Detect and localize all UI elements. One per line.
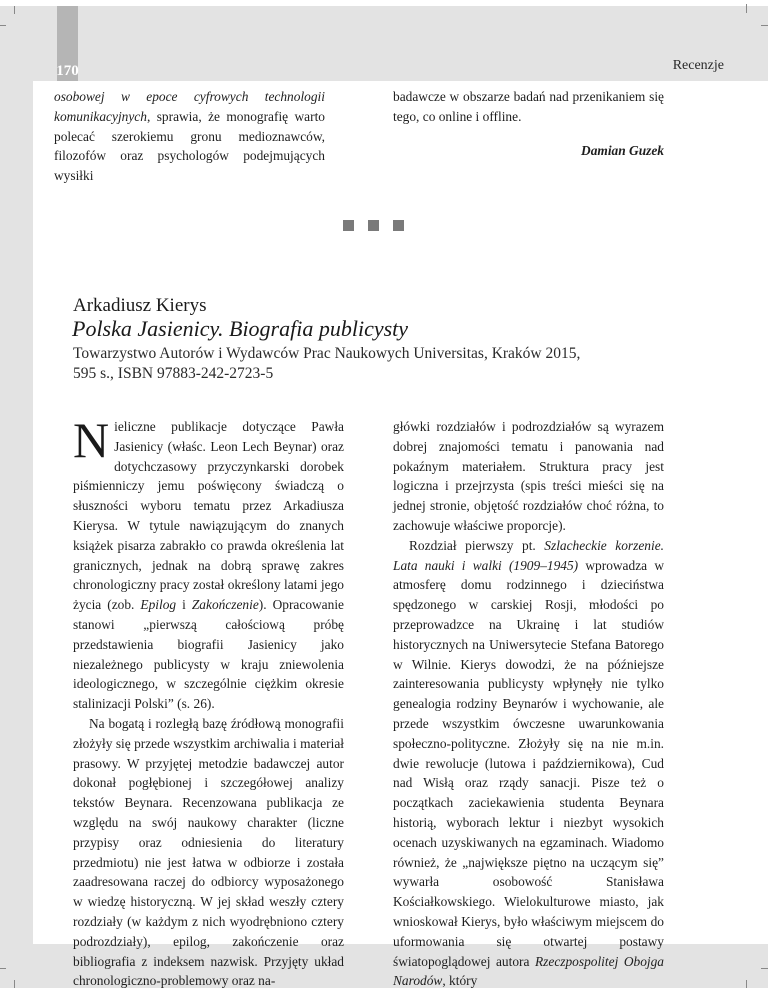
review-left-column xyxy=(73,412,344,991)
book-publication-info xyxy=(73,344,733,384)
review-paragraph-1: Nieliczne publikacje dotyczące Pawła Jasienicy (właśc. Leon Lech Beynar) oraz dotychczasowy przyczynkarski dorobek piśmienniczy jemu poświęcony świadczą o słuszności wyboru tematu przez Arkadiusza Kierysa. W tytule nawiązującym do znanych książek pisarza zabrakło co prawda określenia lat granicznych, jednak na dobrą sprawę zakres chronologiczny pracy został określony latami jego życia (zob. Epilog i Zakończenie). Opracowanie stanowi „pierwszą całościową próbę przedstawienia biografii Jasienicy jako niezależnego publicysty w kraju zniewolenia ideologicznego, w szczególnie ciężkim okresie stalinizacji Polski” (s. 26). xyxy=(73,412,344,712)
running-head: Recenzje xyxy=(672,58,724,73)
book-author: Arkadiusz Kierys xyxy=(73,295,207,316)
section-separator xyxy=(343,220,404,231)
review-paragraph-4: Rozdział pierwszy pt. Szlacheckie korzenie. Lata nauki i walki (1909–1945) wprowadza w atmosferę domu rodzinnego i dzieciństwa spędzonego w carskiej Rosji, młodości po przeprowadzce na Ukrainę i lat studiów historycznych na Uniwersytecie Stefana Batorego w Wilnie. Kierys dowodzi, że na późniejsze zainteresowania publicysty wpłynęły nie tylko genealogia rodziny Beynarów i wychowanie, ale przede wszystkim ówczesne uwarunkowania społeczno-polityczne. Złożyły się na nie m.in. dwie rewolucje (lutowa i październikowa), Cud nad Wisłą oraz rządy sanacji. Pisze też o początkach zaciekawienia studenta Beynara historią, wyborach lektur i niezbyt wysokich ocenach uzyskiwanych na egzaminach. Wiadomo również, że „największe piętno na uczącym się” wywarła osobowość Stanisława Kościałkowskiego. Wielokulturowe miasto, jak wnioskował Kierys, było właściwym miejscem do uformowania się otwartej postawy światopoglądowej autora Rzeczpospolitej Obojga Narodów, który xyxy=(393,537,665,989)
drop-cap: N xyxy=(73,412,110,468)
publication-line-1: Towarzystwo Autorów i Wydawców Prac Naukowych Universitas, Kraków 2015, xyxy=(73,345,581,362)
page-frame-left xyxy=(0,6,33,988)
publication-line-2: 595 s., ISBN 97883-242-2723-5 xyxy=(73,365,274,382)
crop-mark-top-right-h xyxy=(761,25,768,26)
crop-mark-bottom-right-v xyxy=(746,980,747,988)
previous-review-paragraph: osobowej w epoce cyfrowych technologii komunikacyjnych, sprawia, że monografię warto polecać szerokiemu gronu medioznawców, filozofów oraz psychologów podejmujących wysiłki xyxy=(54,89,325,184)
previous-review-paragraph-end: badawcze w obszarze badań nad przenikaniem się tego, co online i offline. xyxy=(393,89,664,124)
previous-review-left-column xyxy=(54,87,325,186)
crop-mark-bottom-left-h xyxy=(0,968,6,969)
page-frame-top xyxy=(0,6,768,81)
crop-mark-top-left-v xyxy=(14,6,15,14)
crop-mark-bottom-right-h xyxy=(761,968,768,969)
crop-mark-top-right-v2 xyxy=(746,4,747,13)
page-number: 170 xyxy=(57,6,78,81)
chapter-title: Szlacheckie korzenie. Lata nauki i walki (1909–1945) xyxy=(393,537,664,573)
book-title: Polska Jasienicy. Biografia publicysty xyxy=(72,316,409,341)
square-bullet-icon xyxy=(368,220,379,231)
cited-book-title: Rzeczpospolitej Obojga Narodów xyxy=(393,953,665,989)
review-right-column xyxy=(393,417,664,991)
previous-review-right-column xyxy=(393,87,664,160)
italic-title-fragment: osobowej w epoce cyfrowych technologii komunikacyjnych xyxy=(54,89,325,124)
crop-mark-top-left-h xyxy=(0,25,6,26)
review-paragraph-2: Na bogatą i rozległą bazę źródłową monografii złożyły się przede wszystkim archiwalia i materiał prasowy. W przyjętej metodzie badawczej autor dokonał pogłębionej i szczegółowej analizy tekstów Beynara. Recenzowana publikacja ze względu na swój naukowy charakter (liczne przypisy oraz odniesienia do literatury przedmiotu) nie jest łatwa w odbiorze i została zaadresowana raczej do odbiorcy wyposażonego w wiedzę historyczną. W jej skład weszły cztery rozdziały (w każdym z nich wyodrębniono cztery podrozdziały), epilog, zakończenie oraz bibliografia z indeksem nazwisk. Przyjęty układ chronologiczno-problemowy oraz na- xyxy=(73,715,344,989)
reviewer-signature: Damian Guzek xyxy=(581,142,664,158)
crop-mark-bottom-left-v xyxy=(14,980,15,988)
square-bullet-icon xyxy=(393,220,404,231)
review-paragraph-3: główki rozdziałów i podrozdziałów są wyrazem dobrej znajomości tematu i panowania nad pokaźnym materiałem. Struktura pracy jest logiczna i przejrzysta (spis treści mieści się na jednej stronie, objętość rozdziałów choć różna, to zachowuje właściwe proporcje). xyxy=(393,419,664,533)
square-bullet-icon xyxy=(343,220,354,231)
